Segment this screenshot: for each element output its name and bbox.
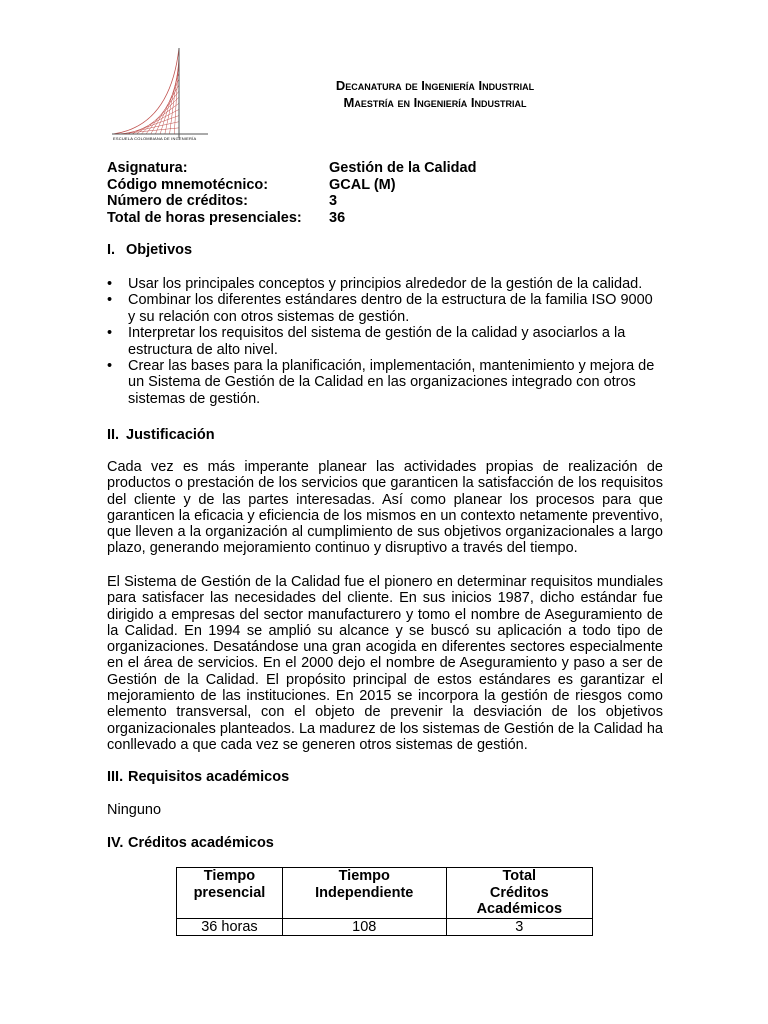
table-cell: 36 horas xyxy=(177,918,283,936)
section-heading-creditos xyxy=(107,835,274,851)
meta-row-hours xyxy=(107,210,476,227)
section-number: IV. xyxy=(107,835,124,851)
section-number: II. xyxy=(107,427,120,443)
list-item xyxy=(107,325,663,358)
header-program: Maestría en Ingeniería Industrial xyxy=(343,95,527,110)
list-item xyxy=(107,276,663,292)
header-faculty: Decanatura de Ingeniería Industrial xyxy=(335,78,535,93)
section-title: Objetivos xyxy=(126,242,193,258)
table-cell: 108 xyxy=(282,918,446,936)
justification-paragraph-2: El Sistema de Gestión de la Calidad fue el pionero en determinar requisitos mundiales para satisfacer las necesidades del cliente. En sus inicios 1987, dicho estándar fue dirigido a empresas del sector manufacturero y tomo el nombre de Aseguramiento de la Calidad. En 1994 se amplió su alcance y se buscó su aplicación a todo tipo de organizaciones. Desatándose una gran acogida en diferentes sectores especialmente en el área de servicios. En el 2000 dejo el nombre de Aseguramiento y paso a ser de Gestión de la Calidad. El propósito principal de estos estándares es garantizar el mejoramiento de las instituciones. En 2015 se incorpora la gestión de riesgos como elemento transversal, con el objeto de prevenir la desviación de los objetivos organizacionales planteados. La madurez de los sistemas de Gestión de la Calidad ha conllevado a que cada vez se generen otros sistemas de gestión. xyxy=(107,574,663,753)
meta-row-code xyxy=(107,177,476,194)
meta-label: Número de créditos: xyxy=(107,193,248,209)
bullet-icon: • xyxy=(107,292,113,309)
section-title: Justificación xyxy=(126,427,215,443)
list-item-text: Usar los principales conceptos y principios alrededor de la gestión de la calidad. xyxy=(128,276,643,292)
section-number: I. xyxy=(107,242,116,258)
course-metadata xyxy=(107,160,476,226)
table-header: Tiempo presencial xyxy=(177,868,283,919)
bullet-icon: • xyxy=(107,325,113,342)
section-title: Créditos académicos xyxy=(128,835,274,851)
logo-caption: ESCUELA COLOMBIANA DE INGENIERÍA xyxy=(113,136,197,141)
meta-label: Asignatura: xyxy=(107,160,188,176)
credits-table xyxy=(176,867,593,936)
table-row xyxy=(177,918,593,936)
meta-value: Gestión de la Calidad xyxy=(329,160,477,176)
section-heading-justificacion xyxy=(107,427,215,443)
meta-label: Total de horas presenciales: xyxy=(107,209,302,226)
justification-paragraph-1: Cada vez es más imperante planear las actividades propias de realización de productos o prestación de los servicios que garanticen la satisfacción de los requisitos del cliente y de las partes interesadas. Así como planear los procesos para que garanticen la eficacia y eficiencia de los mismos en un contexto netamente preventivo, que lleven a la organización al cumplimiento de sus objetivos organizacionales a largo plazo, generando mejoramiento continuo y disruptivo a través del tiempo. xyxy=(107,459,663,557)
objectives-list xyxy=(107,276,663,407)
table-header-row xyxy=(177,868,593,919)
section-title: Requisitos académicos xyxy=(128,769,290,785)
meta-value: GCAL (M) xyxy=(329,176,396,193)
bullet-icon: • xyxy=(107,276,113,292)
meta-row-credits xyxy=(107,193,476,210)
logo-curve-line xyxy=(146,91,179,134)
table-header: Tiempo Independiente xyxy=(282,868,446,919)
requirements-text: Ninguno xyxy=(107,802,162,818)
bullet-icon: • xyxy=(107,358,113,375)
meta-row-subject xyxy=(107,160,476,177)
table-cell: 3 xyxy=(446,918,592,936)
list-item xyxy=(107,292,663,325)
logo-curve-arc xyxy=(113,48,179,134)
table-header: Total Créditos Académicos xyxy=(446,868,592,919)
section-heading-requisitos xyxy=(107,769,289,785)
university-logo xyxy=(110,46,210,146)
list-item-text: Crear las bases para la planificación, implementación, mantenimiento y mejora de un Sistema de Gestión de la Calidad en las organizaciones integrado con otros sistemas de gestión. xyxy=(128,358,655,407)
meta-value: 36 xyxy=(329,209,346,226)
section-heading-objetivos xyxy=(107,242,192,258)
meta-value: 3 xyxy=(329,193,338,209)
meta-label: Código mnemotécnico: xyxy=(107,176,269,193)
section-number: III. xyxy=(107,769,124,785)
list-item-text: Interpretar los requisitos del sistema de gestión de la calidad y asociarlos a la estructura de alto nivel. xyxy=(128,325,626,358)
list-item-text: Combinar los diferentes estándares dentro de la estructura de la familia ISO 9000 y su relación con otros sistemas de gestión. xyxy=(128,292,653,325)
list-item xyxy=(107,358,663,407)
